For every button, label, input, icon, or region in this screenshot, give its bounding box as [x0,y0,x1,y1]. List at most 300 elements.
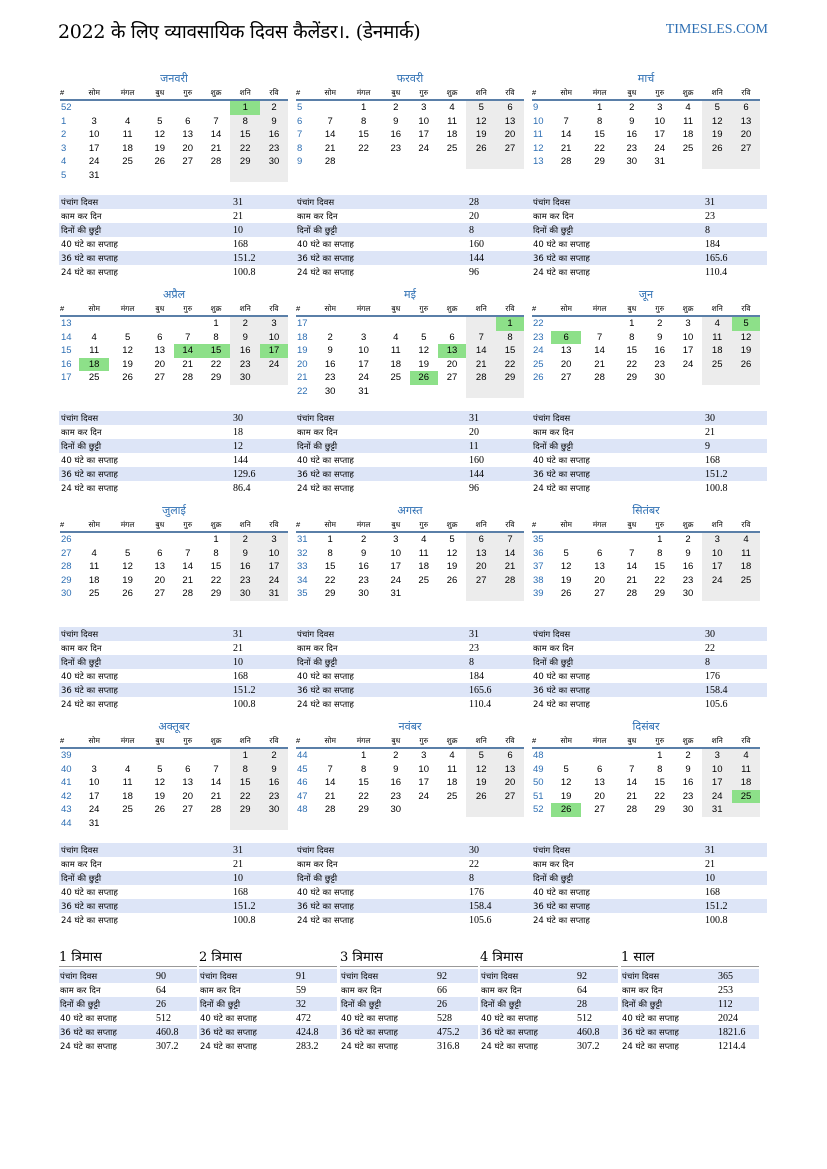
day-cell: 6 [732,100,760,115]
stat-value: 8 [703,655,767,669]
day-cell: 7 [629,547,635,559]
stat-row [340,1039,478,1053]
week-number: 12 [533,142,544,154]
stat-row [59,641,295,655]
week-row [532,128,760,142]
day-cell [382,155,410,169]
day-cell: 21 [496,560,524,574]
site-link[interactable]: TIMESLES.COM [665,22,768,37]
day-cell: 16 [260,128,288,142]
weekday-header: गुरु [410,302,438,316]
stat-value: 168 [233,670,248,682]
day-cell: 23 [230,574,260,588]
stat-row [340,1025,478,1039]
day-cell: 1 [213,318,219,330]
week-row [296,574,524,588]
day-cell: 13 [182,777,193,789]
day-cell: 26 [154,156,166,168]
day-cell: 28 [324,804,336,816]
stat-row [59,997,197,1011]
day-cell: 12 [446,547,458,559]
day-cell: 15 [496,344,524,358]
day-cell: 30 [260,803,288,817]
stat-row [295,627,531,641]
stat-row [340,969,478,983]
day-cell: 1 [360,102,367,114]
day-cell: 14 [182,561,193,573]
day-cell: 3 [260,316,288,331]
day-cell: 13 [732,115,760,129]
day-cell [581,316,617,331]
weekday-header: शनि [702,734,732,748]
stat-label: पंचांग दिवस [59,843,231,857]
stat-label: काम कर दिन [481,985,522,996]
day-cell: 7 [327,763,333,775]
day-cell: 26 [702,142,732,156]
day-cell: 27 [182,804,193,816]
month-calendar [60,518,288,601]
stat-value: 151.2 [231,251,295,265]
day-cell: 20 [154,358,166,370]
month-block [296,504,524,601]
stat-value: 31 [231,843,295,857]
weekday-header: शनि [466,86,496,100]
stat-row [531,885,767,899]
stat-row [59,871,295,885]
day-cell: 3 [260,532,288,547]
week-row [532,763,760,777]
month-stats [531,627,767,711]
stat-row [340,1011,478,1025]
week-number: 34 [297,574,308,586]
stat-row [295,697,531,711]
stat-label: काम कर दिन [533,211,574,222]
day-cell: 22 [626,358,638,370]
stat-label: 40 घंटे का सप्ताह [533,455,590,466]
day-cell: 19 [154,142,166,154]
day-cell: 8 [230,115,260,129]
stat-label: 36 घंटे का सप्ताह [59,683,231,697]
day-cell [174,316,202,331]
day-cell: 25 [446,790,458,802]
day-cell: 25 [446,142,458,154]
day-cell: 9 [327,345,333,357]
week-number: 5 [297,102,303,114]
week-number: 40 [61,763,72,775]
day-cell: 22 [210,574,222,586]
week-row [60,748,288,763]
stat-row [531,195,767,209]
stat-label: पंचांग दिवस [199,969,295,983]
week-number: 51 [533,790,544,802]
stat-value: 22 [705,642,715,654]
stat-label: 36 घंटे का सप्ताह [531,251,703,265]
day-cell: 28 [182,588,193,600]
day-cell: 21 [210,142,222,154]
day-cell [202,748,231,763]
stat-label: 36 घंटे का सप्ताह [531,467,703,481]
day-cell [174,169,202,183]
day-cell: 29 [230,155,260,169]
stat-label: पंचांग दिवस [59,195,231,209]
week-number: 47 [297,790,308,802]
day-cell [345,316,381,331]
weekday-header: गुरु [410,734,438,748]
week-number: 36 [533,547,544,559]
week-row [60,532,288,547]
day-cell [109,748,145,763]
day-cell: 14 [210,777,222,789]
period-summary [340,950,478,1053]
week-number: 24 [533,345,544,357]
week-row [296,385,524,399]
day-cell: 10 [702,763,732,777]
stat-row [531,871,767,885]
week-number: 17 [297,318,308,330]
day-cell: 27 [466,574,496,588]
day-cell: 7 [213,763,219,775]
weekday-header: रवि [732,518,760,532]
stat-row [480,997,618,1011]
stat-label: 36 घंटे का सप्ताह [340,1025,436,1039]
day-cell: 29 [358,804,369,816]
stat-row [295,411,531,425]
day-cell: 4 [449,102,455,114]
week-number: 41 [61,777,72,789]
week-row [296,371,524,385]
week-number: 4 [61,156,67,168]
stat-label: 40 घंटे का सप्ताह [533,671,590,682]
day-cell: 9 [260,763,288,777]
day-cell: 30 [324,385,336,397]
stat-row [295,265,531,279]
week-row [60,790,288,804]
day-cell: 15 [594,129,605,141]
weekday-header: सोम [551,302,581,316]
stat-value: 472 [296,1012,311,1024]
stat-row [531,467,767,481]
stat-label: 36 घंटे का सप्ताह [295,251,467,265]
period-summary [621,950,759,1053]
day-cell: 10 [702,547,732,561]
day-cell [410,316,438,331]
day-cell [496,587,524,601]
stat-label: काम कर दिन [297,643,338,654]
stat-value: 26 [436,997,478,1011]
day-cell: 6 [185,115,191,127]
stat-label: 40 घंटे का सप्ताह [61,671,118,682]
week-row [60,100,288,115]
stat-value: 307.2 [577,1040,600,1052]
month-name: फरवरी [396,72,424,85]
stat-value: 2024 [718,1012,738,1024]
stat-value: 92 [576,969,618,983]
holiday-cell: 1 [496,316,524,331]
day-cell: 4 [91,331,97,343]
day-cell: 30 [682,804,694,816]
day-cell: 5 [124,547,131,559]
stat-value: 160 [469,238,484,250]
day-cell: 1 [327,534,333,546]
week-row [532,803,760,817]
week-number: 30 [61,588,72,600]
day-cell: 16 [260,776,288,790]
stat-row [480,1025,618,1039]
week-number: 52 [61,102,72,114]
day-cell: 16 [230,560,260,574]
day-cell: 2 [327,331,333,343]
week-number: 22 [533,318,544,330]
week-row [60,115,288,129]
day-cell: 10 [260,331,288,345]
month-stats [59,411,295,495]
weekday-header: # [532,518,551,532]
stat-row [59,251,295,265]
stat-value: 30 [703,627,767,641]
day-cell: 16 [626,129,638,141]
stat-value: 151.2 [231,683,295,697]
weekday-header: रवि [732,302,760,316]
stat-label: 24 घंटे का सप्ताह [200,1041,257,1052]
week-number: 35 [533,534,544,546]
day-cell: 2 [657,318,663,330]
stat-value: 10 [231,655,295,669]
stat-label: पंचांग दिवस [59,969,155,983]
stat-row [295,425,531,439]
day-cell: 11 [732,763,760,777]
week-row [532,547,760,561]
period-stats [340,969,478,1053]
stat-label: पंचांग दिवस [531,627,703,641]
day-cell: 24 [418,142,429,154]
weekday-header: सोम [551,86,581,100]
day-cell: 8 [327,547,333,559]
week-row [532,587,760,601]
weekday-header: # [532,302,551,316]
stat-value: 110.4 [469,698,492,710]
day-cell: 4 [685,102,691,114]
day-cell [230,169,260,183]
week-number: 43 [61,804,72,816]
month-stats [59,627,295,711]
week-number: 39 [61,750,72,762]
day-cell: 31 [654,156,665,168]
stat-row [531,453,767,467]
day-cell: 1 [213,534,219,546]
day-cell [79,532,109,547]
day-cell: 30 [230,371,260,385]
month-block [60,720,288,830]
stat-value: 365 [717,969,759,983]
month-stats [59,843,295,927]
month-block [532,72,760,169]
day-cell: 2 [260,748,288,763]
weekday-header: सोम [315,302,345,316]
holiday-cell: 13 [438,344,467,358]
stat-value: 30 [467,843,531,857]
week-number: 38 [533,574,544,586]
week-number: 11 [533,129,543,141]
day-cell: 25 [418,574,429,586]
stat-row [199,1039,337,1053]
weekday-header: बुध [146,518,174,532]
stat-label: 36 घंटे का सप्ताह [59,467,231,481]
day-cell: 12 [418,345,429,357]
day-cell: 6 [596,763,603,775]
stat-row [531,223,767,237]
month-block [60,72,288,182]
day-cell: 5 [421,331,427,343]
day-cell: 28 [210,804,222,816]
stat-value: 12 [231,439,295,453]
stat-row [340,983,478,997]
day-cell: 19 [466,776,496,790]
day-cell: 11 [122,129,133,141]
stat-value: 31 [703,195,767,209]
weekday-header: सोम [79,86,109,100]
weekday-header: गुरु [174,86,202,100]
day-cell: 23 [358,574,369,586]
day-cell: 24 [358,372,369,384]
week-row [296,776,524,790]
stat-row [531,265,767,279]
day-cell [410,155,438,169]
day-cell: 12 [122,345,133,357]
stat-value: 9 [703,439,767,453]
week-number: 44 [297,750,308,762]
week-row [60,803,288,817]
month-name: अगस्त [397,504,423,517]
day-cell: 22 [358,790,369,802]
day-cell: 6 [496,748,524,763]
day-cell: 8 [213,547,219,559]
day-cell: 14 [210,129,222,141]
day-cell: 14 [496,547,524,561]
weekday-header: शनि [230,518,260,532]
weekday-header: शुक्र [202,302,231,316]
stat-value: 144 [467,467,531,481]
stat-row [295,195,531,209]
week-number: 26 [61,534,72,546]
month-block [532,504,760,601]
stat-value: 21 [705,858,715,870]
week-row [60,547,288,561]
day-cell: 18 [390,358,402,370]
day-cell: 7 [596,331,603,343]
stat-label: दिनों की छुट्टी [480,997,576,1011]
month-calendar [296,86,524,169]
month-calendar [60,86,288,182]
day-cell: 25 [390,372,402,384]
stat-row [295,899,531,913]
stat-label: 24 घंटे का सप्ताह [341,1041,398,1052]
month-block [296,720,524,817]
week-number: 5 [61,169,67,181]
stat-value: 151.2 [703,899,767,913]
day-cell: 23 [626,142,638,154]
week-number: 29 [61,574,72,586]
stat-value: 110.4 [705,266,728,278]
week-row [60,155,288,169]
stat-label: 40 घंटे का सप्ताह [297,239,354,250]
week-number: 45 [297,763,308,775]
week-row [532,316,760,331]
stat-row [199,969,337,983]
day-cell [202,817,231,831]
weekday-header: रवि [496,86,524,100]
stat-label: 24 घंटे का सप्ताह [481,1041,538,1052]
day-cell: 9 [685,547,691,559]
day-cell: 20 [182,142,193,154]
week-number: 44 [61,817,72,829]
stat-row [531,655,767,669]
stat-label: काम कर दिन [533,427,574,438]
stat-label: 24 घंटे का सप्ताह [622,1041,679,1052]
stat-label: काम कर दिन [341,985,382,996]
stat-value: 165.6 [467,683,531,697]
day-cell: 3 [91,763,97,775]
day-cell: 15 [626,345,638,357]
week-row [532,560,760,574]
stat-label: 24 घंटे का सप्ताह [533,267,590,278]
day-cell: 6 [496,100,524,115]
day-cell: 30 [260,155,288,169]
stat-value: 23 [469,642,479,654]
day-cell: 23 [390,790,402,802]
week-row [60,344,288,358]
day-cell: 13 [182,129,193,141]
weekday-header: सोम [551,518,581,532]
stat-value: 86.4 [233,482,251,494]
stat-label: काम कर दिन [622,985,663,996]
stat-label: 40 घंटे का सप्ताह [297,455,354,466]
stat-value: 21 [705,426,715,438]
day-cell: 16 [358,561,369,573]
stat-label: 36 घंटे का सप्ताह [59,251,231,265]
day-cell: 12 [122,561,133,573]
day-cell: 6 [466,532,496,547]
day-cell: 19 [732,344,760,358]
period-stats [480,969,618,1053]
month-stats [531,411,767,495]
day-cell: 5 [563,763,569,775]
day-cell [109,316,145,331]
day-cell: 18 [446,129,458,141]
day-cell: 23 [390,142,402,154]
week-row [296,748,524,763]
day-cell [79,316,109,331]
stat-value: 158.4 [467,899,531,913]
day-cell: 15 [654,777,665,789]
stat-row [59,467,295,481]
day-cell: 14 [324,777,336,789]
day-cell: 29 [654,588,665,600]
day-cell: 10 [88,129,100,141]
day-cell: 2 [685,750,691,762]
stat-label: काम कर दिन [533,643,574,654]
day-cell: 7 [466,331,496,345]
day-cell: 12 [466,115,496,129]
day-cell: 17 [654,129,665,141]
stat-row [531,627,767,641]
week-row [60,142,288,156]
day-cell: 20 [182,790,193,802]
day-cell: 15 [324,561,336,573]
stat-row [480,1039,618,1053]
day-cell: 8 [360,763,367,775]
day-cell: 15 [654,561,665,573]
day-cell: 10 [260,547,288,561]
